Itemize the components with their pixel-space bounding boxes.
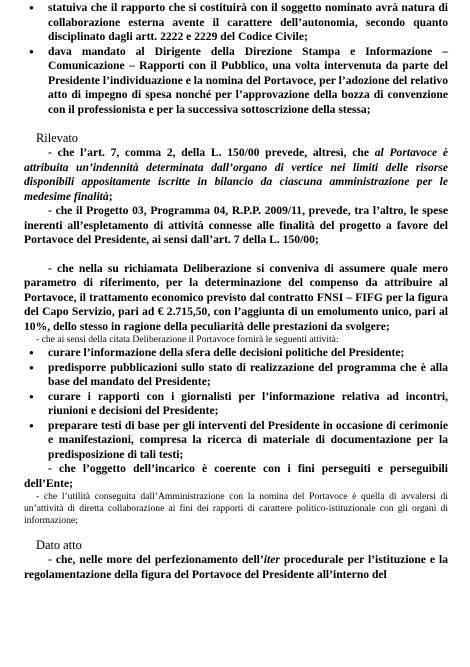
list-item: ● dava mandato al Dirigente della Direzione Stampa e Informazione – Comunicazione – Rapporti con il Pubblico, una volta intervenuta da parte del Presidente l’individuazione e la nomina del Portavoce, per l’adozione del relativo atto di impegno di spesa nonché per l’approvazione della bozza di convenzione con il professionista e per la successiva sottoscrizione della stessa;: [24, 45, 448, 118]
paragraph-dato-atto: - che, nelle more del perfezionamento dell’iter procedurale per l’istituzione e la regolamentazione della figura del Portavoce del Presidente all’interno del: [24, 553, 449, 581]
list-item: ● curare i rapporti con i giornalisti per l’informazione relativa ad incontri, riunioni e decisioni del Presidente;: [24, 390, 448, 419]
list-item: ● statuiva che il rapporto che si costituirà con il soggetto nominato avrà natura di collaborazione esterna avente il carattere dell’autonomia, secondo quanto disciplinato dagli artt. 2222 e 2229 del Codice Civile;: [24, 1, 448, 45]
list-item: ● preparare testi di base per gli interventi del Presidente in occasione di cerimonie e manifestazioni, compresa la ricerca di materiale di documentazione per la predisposizione di tali testi;: [24, 419, 448, 463]
heading-dato-atto: Dato atto: [36, 538, 82, 552]
paragraph-rilevato-1: - che l’art. 7, comma 2, della L. 150/00 prevede, altresì, che al Portavoce è attribuita un’indennità determinata dall’organo di vertice nei limiti delle risorse disponibili appositamente iscritte in bilancio da ciascuna amministrazione per le medesime finalità;: [24, 146, 448, 203]
paragraph-oggetto: - che l’oggetto dell’incarico è coerente con i fini perseguiti e perseguibili dell’Ente;: [24, 462, 448, 490]
bullet-list-top: [24, 1, 448, 117]
paragraph-attivita-intro: - che ai sensi della citata Deliberazione il Portavoce fornirà le seguenti attività:: [36, 334, 339, 345]
list-item: ● predisporre pubblicazioni sullo stato di realizzazione del programma che è alla base del mandato del Presidente;: [24, 361, 448, 390]
heading-rilevato: Rilevato: [36, 131, 78, 145]
paragraph-rilevato-2: - che il Progetto 03, Programma 04, R.P.P. 2009/11, prevede, tra l’altro, le spese inerenti all’espletamento di attività connesse alle finalità del progetto a favore del Portavoce del Presidente, ai sensi dall’art. 7 della L. 150/00;: [24, 204, 448, 246]
paragraph-utilita: - che l’utilità conseguita dall’Amministrazione con la nomina del Portavoce è quella di avvalersi di un’attività di diretta collaborazione ai fini dei rapporti di carattere politico-istituzionale con gli organi di informazione;: [24, 491, 448, 526]
document-page: [24, 0, 448, 582]
paragraph-deliberazione: - che nella su richiamata Deliberazione si conveniva di assumere quale mero parametro di riferimento, per la determinazione del compenso da attribuire al Portavoce, il trattamento economico previsto dal contratto FNSI – FIFG per la figura del Capo Servizio, pari ad € 2.715,50, con l’aggiunta di un emolumento unico, pari al 10%, dello stesso in ragione della peculiarità delle prestazioni da svolgere;: [24, 261, 448, 333]
bullet-list-activities: [24, 346, 448, 462]
list-item: ● curare l’informazione della sfera delle decisioni politiche del Presidente;: [24, 346, 448, 361]
